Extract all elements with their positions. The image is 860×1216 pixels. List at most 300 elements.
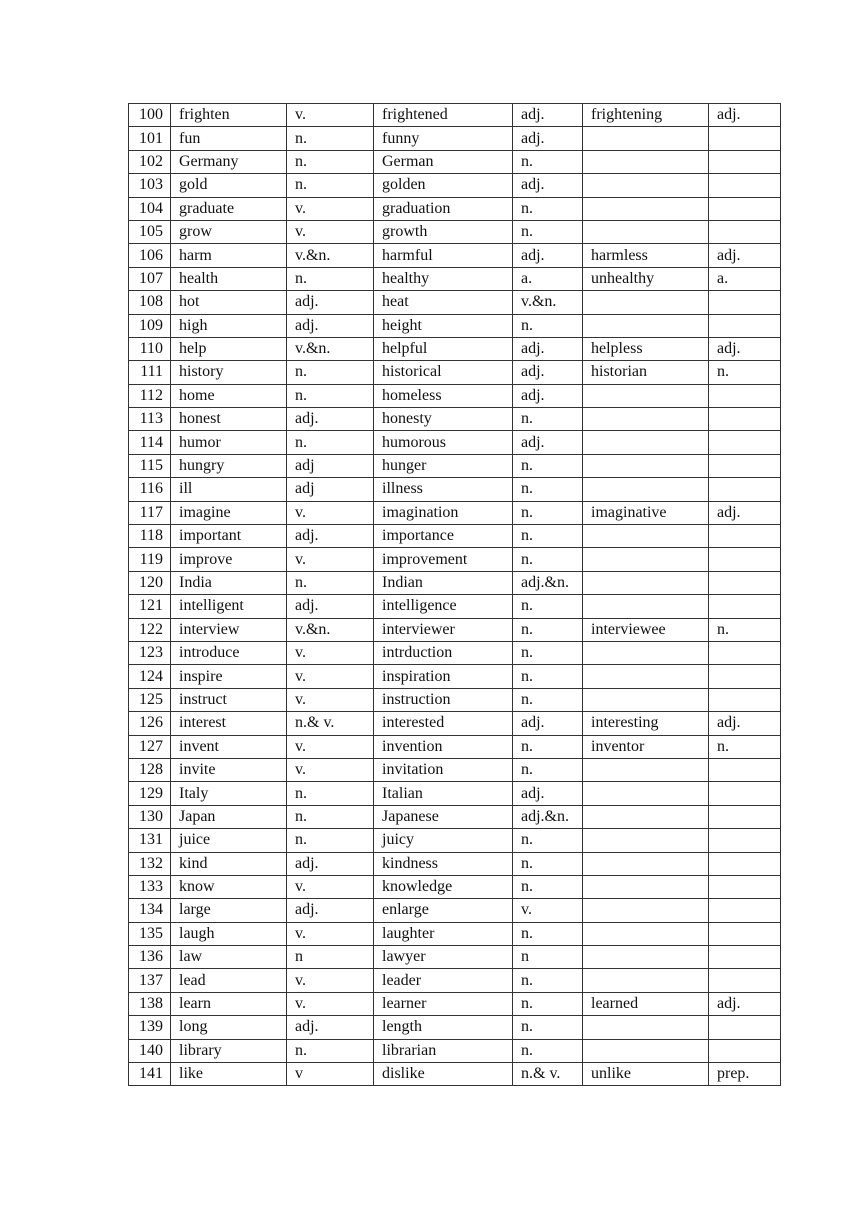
extra-word-cell — [583, 174, 709, 197]
base-pos-cell: n. — [287, 267, 374, 290]
derived-pos-cell: adj.&n. — [513, 571, 583, 594]
row-number-cell: 129 — [129, 782, 171, 805]
table-row — [129, 899, 781, 922]
base-pos-cell: v. — [287, 992, 374, 1015]
extra-pos-cell: prep. — [709, 1063, 781, 1086]
row-number-cell: 121 — [129, 595, 171, 618]
derived-word-cell: librarian — [374, 1039, 513, 1062]
extra-pos-cell — [709, 525, 781, 548]
derived-word-cell: healthy — [374, 267, 513, 290]
extra-pos-cell — [709, 595, 781, 618]
row-number-cell: 124 — [129, 665, 171, 688]
base-word-cell: know — [171, 875, 287, 898]
extra-pos-cell: n. — [709, 735, 781, 758]
extra-word-cell — [583, 875, 709, 898]
extra-word-cell — [583, 641, 709, 664]
derived-word-cell: humorous — [374, 431, 513, 454]
table-row — [129, 314, 781, 337]
derived-word-cell: instruction — [374, 688, 513, 711]
extra-word-cell — [583, 571, 709, 594]
base-word-cell: invite — [171, 758, 287, 781]
derived-pos-cell: n. — [513, 220, 583, 243]
base-pos-cell: n. — [287, 127, 374, 150]
derived-pos-cell: n. — [513, 618, 583, 641]
derived-word-cell: invention — [374, 735, 513, 758]
extra-word-cell — [583, 454, 709, 477]
derived-pos-cell: n. — [513, 197, 583, 220]
base-word-cell: hot — [171, 291, 287, 314]
extra-word-cell — [583, 805, 709, 828]
base-word-cell: harm — [171, 244, 287, 267]
derived-pos-cell: v.&n. — [513, 291, 583, 314]
row-number-cell: 108 — [129, 291, 171, 314]
base-pos-cell: n. — [287, 174, 374, 197]
row-number-cell: 133 — [129, 875, 171, 898]
row-number-cell: 120 — [129, 571, 171, 594]
table-row — [129, 875, 781, 898]
base-pos-cell: n. — [287, 782, 374, 805]
base-word-cell: inspire — [171, 665, 287, 688]
table-row — [129, 688, 781, 711]
row-number-cell: 138 — [129, 992, 171, 1015]
row-number-cell: 134 — [129, 899, 171, 922]
derived-word-cell: height — [374, 314, 513, 337]
base-word-cell: Italy — [171, 782, 287, 805]
base-pos-cell: adj. — [287, 899, 374, 922]
derived-pos-cell: n. — [513, 525, 583, 548]
row-number-cell: 122 — [129, 618, 171, 641]
table-row — [129, 408, 781, 431]
row-number-cell: 137 — [129, 969, 171, 992]
table-row — [129, 104, 781, 127]
row-number-cell: 119 — [129, 548, 171, 571]
extra-pos-cell — [709, 782, 781, 805]
derived-pos-cell: n. — [513, 922, 583, 945]
derived-pos-cell: adj.&n. — [513, 805, 583, 828]
derived-pos-cell: adj. — [513, 782, 583, 805]
extra-word-cell — [583, 852, 709, 875]
extra-pos-cell — [709, 829, 781, 852]
table-row — [129, 595, 781, 618]
row-number-cell: 126 — [129, 712, 171, 735]
row-number-cell: 139 — [129, 1016, 171, 1039]
extra-pos-cell — [709, 852, 781, 875]
base-word-cell: instruct — [171, 688, 287, 711]
base-pos-cell: adj. — [287, 1016, 374, 1039]
extra-word-cell: learned — [583, 992, 709, 1015]
row-number-cell: 130 — [129, 805, 171, 828]
derived-word-cell: intrduction — [374, 641, 513, 664]
table-row — [129, 712, 781, 735]
base-word-cell: graduate — [171, 197, 287, 220]
base-word-cell: history — [171, 361, 287, 384]
extra-pos-cell: a. — [709, 267, 781, 290]
base-pos-cell: v. — [287, 104, 374, 127]
derived-word-cell: frightened — [374, 104, 513, 127]
derived-pos-cell: adj. — [513, 431, 583, 454]
derived-pos-cell: n. — [513, 969, 583, 992]
base-pos-cell: v. — [287, 501, 374, 524]
base-word-cell: honest — [171, 408, 287, 431]
derived-word-cell: lawyer — [374, 946, 513, 969]
row-number-cell: 107 — [129, 267, 171, 290]
table-row — [129, 525, 781, 548]
derived-pos-cell: a. — [513, 267, 583, 290]
derived-word-cell: Italian — [374, 782, 513, 805]
derived-pos-cell: adj. — [513, 244, 583, 267]
derived-word-cell: German — [374, 150, 513, 173]
base-pos-cell: v. — [287, 641, 374, 664]
base-pos-cell: n. — [287, 384, 374, 407]
base-pos-cell: n. — [287, 361, 374, 384]
extra-word-cell — [583, 688, 709, 711]
extra-pos-cell — [709, 641, 781, 664]
base-pos-cell: v. — [287, 197, 374, 220]
row-number-cell: 101 — [129, 127, 171, 150]
table-row — [129, 946, 781, 969]
extra-pos-cell — [709, 875, 781, 898]
base-pos-cell: n. — [287, 829, 374, 852]
derived-pos-cell: n. — [513, 641, 583, 664]
base-pos-cell: adj — [287, 478, 374, 501]
base-pos-cell: n. — [287, 571, 374, 594]
derived-word-cell: Indian — [374, 571, 513, 594]
derived-word-cell: juicy — [374, 829, 513, 852]
derived-word-cell: Japanese — [374, 805, 513, 828]
base-pos-cell: v. — [287, 220, 374, 243]
derived-pos-cell: n. — [513, 548, 583, 571]
extra-word-cell — [583, 782, 709, 805]
row-number-cell: 116 — [129, 478, 171, 501]
extra-pos-cell: adj. — [709, 712, 781, 735]
base-pos-cell: n.& v. — [287, 712, 374, 735]
derived-pos-cell: adj. — [513, 337, 583, 360]
base-pos-cell: v — [287, 1063, 374, 1086]
table-row — [129, 1039, 781, 1062]
derived-pos-cell: adj. — [513, 104, 583, 127]
base-word-cell: humor — [171, 431, 287, 454]
extra-pos-cell — [709, 899, 781, 922]
row-number-cell: 100 — [129, 104, 171, 127]
extra-pos-cell — [709, 174, 781, 197]
derived-pos-cell: adj. — [513, 174, 583, 197]
derived-pos-cell: n. — [513, 1016, 583, 1039]
extra-word-cell — [583, 314, 709, 337]
extra-word-cell — [583, 969, 709, 992]
extra-pos-cell — [709, 946, 781, 969]
derived-word-cell: homeless — [374, 384, 513, 407]
derived-pos-cell: n. — [513, 665, 583, 688]
base-word-cell: Japan — [171, 805, 287, 828]
derived-pos-cell: n. — [513, 150, 583, 173]
base-pos-cell: v. — [287, 969, 374, 992]
base-word-cell: important — [171, 525, 287, 548]
extra-word-cell — [583, 478, 709, 501]
row-number-cell: 102 — [129, 150, 171, 173]
derived-word-cell: growth — [374, 220, 513, 243]
row-number-cell: 111 — [129, 361, 171, 384]
extra-pos-cell — [709, 220, 781, 243]
row-number-cell: 125 — [129, 688, 171, 711]
base-word-cell: help — [171, 337, 287, 360]
extra-word-cell: interesting — [583, 712, 709, 735]
row-number-cell: 118 — [129, 525, 171, 548]
extra-pos-cell — [709, 454, 781, 477]
derived-pos-cell: n. — [513, 454, 583, 477]
extra-pos-cell — [709, 384, 781, 407]
row-number-cell: 123 — [129, 641, 171, 664]
base-pos-cell: adj. — [287, 291, 374, 314]
base-pos-cell: n. — [287, 805, 374, 828]
base-word-cell: invent — [171, 735, 287, 758]
table-row — [129, 571, 781, 594]
extra-pos-cell — [709, 314, 781, 337]
table-row — [129, 501, 781, 524]
extra-pos-cell: n. — [709, 361, 781, 384]
table-row — [129, 384, 781, 407]
row-number-cell: 115 — [129, 454, 171, 477]
base-pos-cell: v. — [287, 688, 374, 711]
table-row — [129, 805, 781, 828]
row-number-cell: 135 — [129, 922, 171, 945]
base-pos-cell: n. — [287, 150, 374, 173]
table-row — [129, 1016, 781, 1039]
derived-word-cell: heat — [374, 291, 513, 314]
extra-pos-cell — [709, 688, 781, 711]
derived-word-cell: laughter — [374, 922, 513, 945]
extra-pos-cell — [709, 922, 781, 945]
table-row — [129, 1063, 781, 1086]
extra-word-cell — [583, 548, 709, 571]
extra-pos-cell — [709, 197, 781, 220]
table-row — [129, 150, 781, 173]
extra-pos-cell — [709, 969, 781, 992]
derived-word-cell: funny — [374, 127, 513, 150]
base-word-cell: like — [171, 1063, 287, 1086]
row-number-cell: 140 — [129, 1039, 171, 1062]
base-word-cell: frighten — [171, 104, 287, 127]
derived-word-cell: interested — [374, 712, 513, 735]
extra-word-cell — [583, 899, 709, 922]
extra-pos-cell: adj. — [709, 337, 781, 360]
extra-pos-cell — [709, 665, 781, 688]
base-pos-cell: n. — [287, 431, 374, 454]
extra-word-cell: harmless — [583, 244, 709, 267]
row-number-cell: 106 — [129, 244, 171, 267]
extra-word-cell: interviewee — [583, 618, 709, 641]
base-word-cell: imagine — [171, 501, 287, 524]
base-word-cell: introduce — [171, 641, 287, 664]
derived-word-cell: kindness — [374, 852, 513, 875]
derived-word-cell: invitation — [374, 758, 513, 781]
row-number-cell: 117 — [129, 501, 171, 524]
extra-word-cell: unlike — [583, 1063, 709, 1086]
derived-word-cell: honesty — [374, 408, 513, 431]
base-word-cell: long — [171, 1016, 287, 1039]
row-number-cell: 127 — [129, 735, 171, 758]
derived-word-cell: harmful — [374, 244, 513, 267]
derived-word-cell: importance — [374, 525, 513, 548]
derived-word-cell: helpful — [374, 337, 513, 360]
derived-pos-cell: n. — [513, 688, 583, 711]
base-word-cell: Germany — [171, 150, 287, 173]
extra-pos-cell — [709, 548, 781, 571]
base-word-cell: intelligent — [171, 595, 287, 618]
row-number-cell: 136 — [129, 946, 171, 969]
extra-word-cell: helpless — [583, 337, 709, 360]
base-word-cell: ill — [171, 478, 287, 501]
base-word-cell: fun — [171, 127, 287, 150]
derived-word-cell: leader — [374, 969, 513, 992]
table-row — [129, 922, 781, 945]
base-pos-cell: adj. — [287, 314, 374, 337]
derived-pos-cell: n — [513, 946, 583, 969]
word-formation-table — [128, 103, 781, 1086]
extra-word-cell: imaginative — [583, 501, 709, 524]
extra-pos-cell — [709, 805, 781, 828]
derived-word-cell: graduation — [374, 197, 513, 220]
base-word-cell: improve — [171, 548, 287, 571]
extra-pos-cell — [709, 571, 781, 594]
table-row — [129, 969, 781, 992]
derived-pos-cell: adj. — [513, 384, 583, 407]
row-number-cell: 131 — [129, 829, 171, 852]
table-row — [129, 548, 781, 571]
extra-word-cell — [583, 408, 709, 431]
extra-pos-cell — [709, 478, 781, 501]
table-row — [129, 174, 781, 197]
extra-pos-cell: adj. — [709, 501, 781, 524]
extra-pos-cell — [709, 1039, 781, 1062]
extra-pos-cell — [709, 291, 781, 314]
extra-word-cell: unhealthy — [583, 267, 709, 290]
row-number-cell: 113 — [129, 408, 171, 431]
base-word-cell: laugh — [171, 922, 287, 945]
derived-word-cell: illness — [374, 478, 513, 501]
base-word-cell: law — [171, 946, 287, 969]
row-number-cell: 141 — [129, 1063, 171, 1086]
table-row — [129, 992, 781, 1015]
base-pos-cell: v. — [287, 665, 374, 688]
derived-word-cell: dislike — [374, 1063, 513, 1086]
extra-word-cell — [583, 595, 709, 618]
extra-word-cell: frightening — [583, 104, 709, 127]
base-word-cell: interest — [171, 712, 287, 735]
extra-word-cell — [583, 127, 709, 150]
base-word-cell: learn — [171, 992, 287, 1015]
table-row — [129, 197, 781, 220]
extra-pos-cell — [709, 408, 781, 431]
derived-pos-cell: n. — [513, 992, 583, 1015]
row-number-cell: 128 — [129, 758, 171, 781]
extra-word-cell — [583, 946, 709, 969]
table-row — [129, 829, 781, 852]
table-row — [129, 758, 781, 781]
derived-word-cell: knowledge — [374, 875, 513, 898]
table-row — [129, 641, 781, 664]
derived-pos-cell: n. — [513, 408, 583, 431]
derived-pos-cell: v. — [513, 899, 583, 922]
table-row — [129, 291, 781, 314]
base-word-cell: grow — [171, 220, 287, 243]
table-row — [129, 244, 781, 267]
derived-pos-cell: n. — [513, 852, 583, 875]
derived-pos-cell: n.& v. — [513, 1063, 583, 1086]
row-number-cell: 112 — [129, 384, 171, 407]
table-row — [129, 361, 781, 384]
base-pos-cell: adj. — [287, 595, 374, 618]
base-word-cell: high — [171, 314, 287, 337]
extra-word-cell — [583, 829, 709, 852]
derived-word-cell: hunger — [374, 454, 513, 477]
derived-pos-cell: n. — [513, 478, 583, 501]
derived-pos-cell: n. — [513, 314, 583, 337]
row-number-cell: 109 — [129, 314, 171, 337]
extra-word-cell — [583, 1016, 709, 1039]
derived-word-cell: learner — [374, 992, 513, 1015]
base-pos-cell: v. — [287, 735, 374, 758]
extra-word-cell — [583, 431, 709, 454]
extra-word-cell: historian — [583, 361, 709, 384]
table-row — [129, 665, 781, 688]
table-body — [129, 104, 781, 1086]
base-pos-cell: v.&n. — [287, 244, 374, 267]
derived-pos-cell: n. — [513, 758, 583, 781]
derived-word-cell: historical — [374, 361, 513, 384]
extra-pos-cell: n. — [709, 618, 781, 641]
derived-word-cell: interviewer — [374, 618, 513, 641]
table-row — [129, 852, 781, 875]
extra-word-cell — [583, 525, 709, 548]
base-word-cell: large — [171, 899, 287, 922]
extra-word-cell — [583, 150, 709, 173]
row-number-cell: 104 — [129, 197, 171, 220]
extra-pos-cell: adj. — [709, 992, 781, 1015]
derived-pos-cell: adj. — [513, 127, 583, 150]
row-number-cell: 114 — [129, 431, 171, 454]
extra-word-cell — [583, 220, 709, 243]
base-pos-cell: n — [287, 946, 374, 969]
derived-word-cell: enlarge — [374, 899, 513, 922]
base-pos-cell: v. — [287, 758, 374, 781]
base-pos-cell: v. — [287, 922, 374, 945]
derived-pos-cell: n. — [513, 595, 583, 618]
base-pos-cell: adj. — [287, 852, 374, 875]
extra-pos-cell — [709, 431, 781, 454]
derived-word-cell: length — [374, 1016, 513, 1039]
derived-pos-cell: n. — [513, 875, 583, 898]
table-row — [129, 337, 781, 360]
base-word-cell: India — [171, 571, 287, 594]
extra-word-cell — [583, 922, 709, 945]
base-word-cell: interview — [171, 618, 287, 641]
base-word-cell: lead — [171, 969, 287, 992]
extra-pos-cell: adj. — [709, 244, 781, 267]
derived-pos-cell: adj. — [513, 361, 583, 384]
extra-word-cell — [583, 197, 709, 220]
base-pos-cell: n. — [287, 1039, 374, 1062]
base-pos-cell: v.&n. — [287, 337, 374, 360]
table-row — [129, 267, 781, 290]
extra-pos-cell — [709, 1016, 781, 1039]
base-pos-cell: adj. — [287, 525, 374, 548]
extra-word-cell — [583, 758, 709, 781]
row-number-cell: 103 — [129, 174, 171, 197]
table-row — [129, 127, 781, 150]
base-word-cell: kind — [171, 852, 287, 875]
extra-pos-cell — [709, 127, 781, 150]
row-number-cell: 132 — [129, 852, 171, 875]
